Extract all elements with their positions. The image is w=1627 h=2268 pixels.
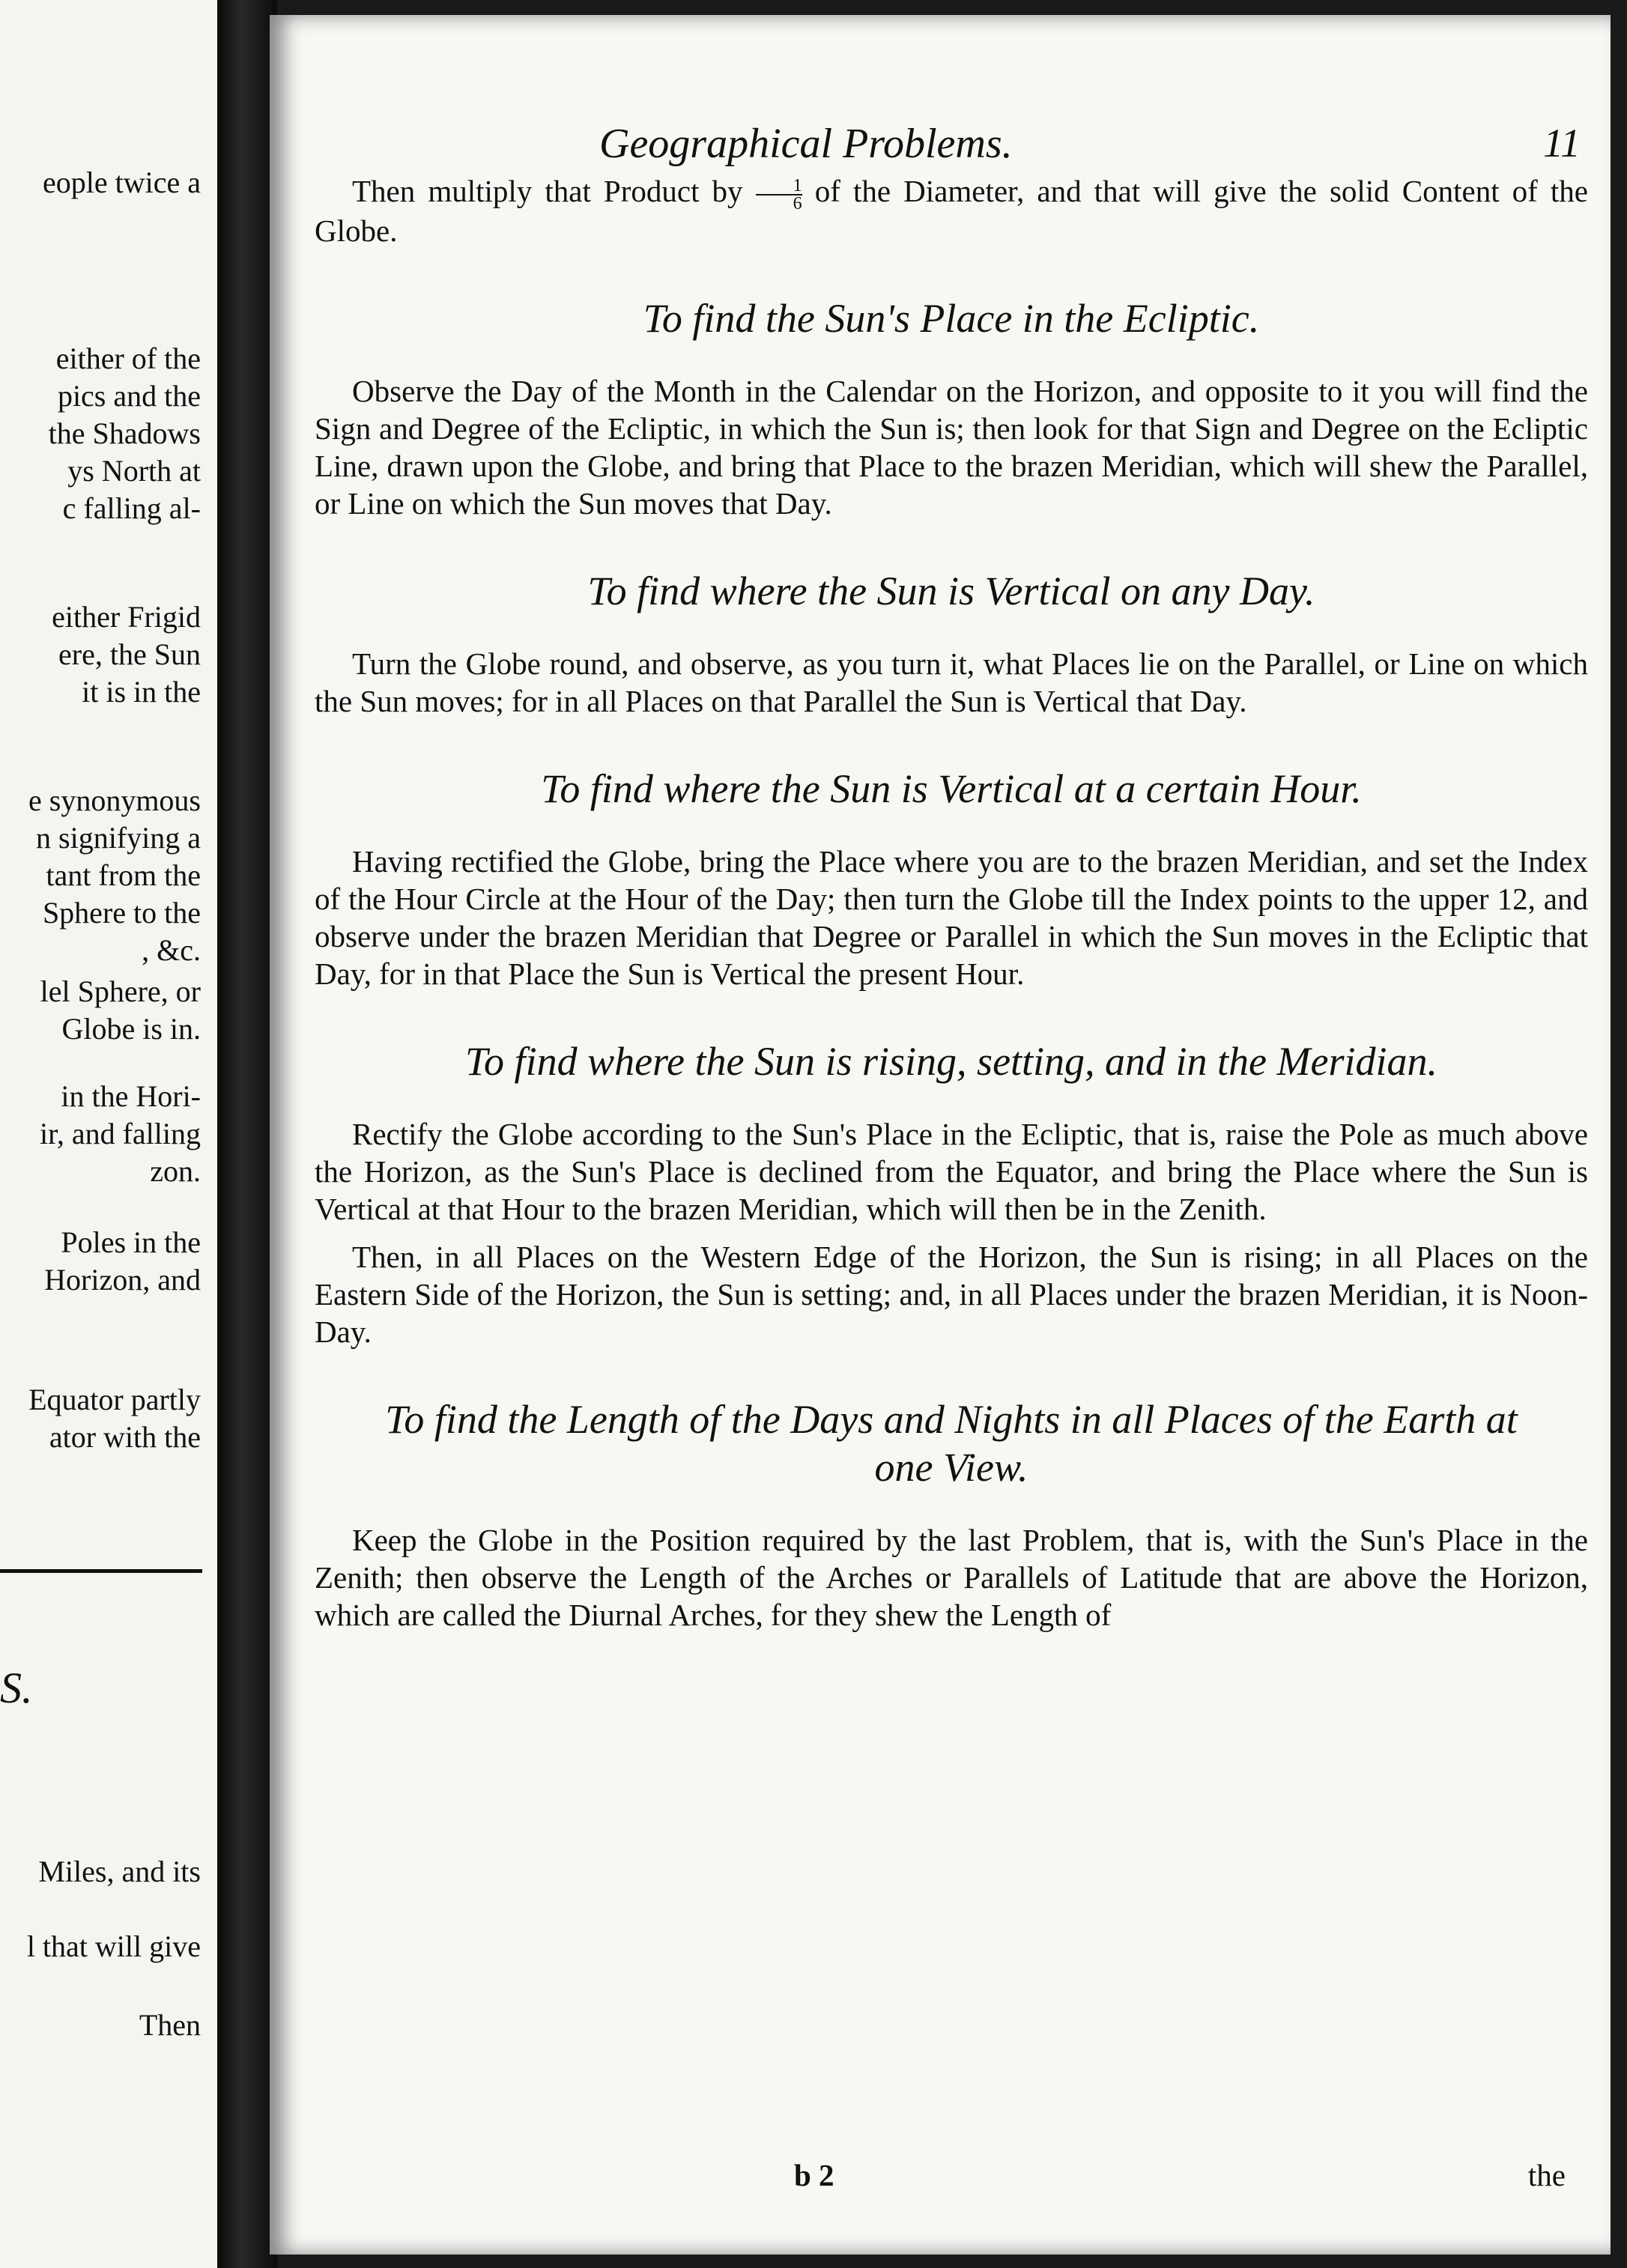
left-page-line: e synonymous [28, 783, 201, 817]
left-page-line: Sphere to the [42, 896, 201, 930]
fraction-numerator: 1 [756, 178, 802, 195]
section-paragraph: Turn the Globe round, and observe, as you turn it, what Places lie on the Parallel, or Line on which the Sun moves; for in all Places on that Parallel the Sun is Vertical that Day. [315, 646, 1588, 718]
intro-text-after: of the Diameter, and that will give the solid Content of the Globe. [315, 174, 1589, 248]
left-page-line: Globe is in. [61, 1012, 201, 1046]
left-page-line: pics and the [57, 379, 201, 413]
left-page-heading-fragment: S. [0, 1664, 33, 1712]
left-page-line: the Shadows [48, 416, 201, 450]
running-head [599, 120, 1603, 172]
left-page-line: c falling al- [62, 491, 201, 525]
left-page-line: lel Sphere, or [40, 974, 201, 1008]
left-page-line: , &c. [142, 933, 201, 967]
section-paragraph: Rectify the Globe according to the Sun's Place in the Ecliptic, that is, raise the Pole as much above the Horizon, as the Sun's Place is declined from the Equator, and bring the Place where the Sun is Vertical at that Hour to the brazen Meridian, which will then be in the Zenith. [315, 1116, 1588, 1226]
sections-container [315, 294, 1588, 1634]
section-paragraph: Observe the Day of the Month in the Calendar on the Horizon, and opposite to it you will find the Sign and Degree of the Ecliptic, in which the Sun is; then look for that Sign and Degree on the Ecliptic Line, drawn upon the Globe, and bring that Place to the brazen Meridian, which will shew the Parallel, or Line on which the Sun moves that Day. [315, 373, 1588, 521]
left-page-line: in the Hori- [61, 1079, 201, 1113]
left-page-rule [0, 1569, 202, 1573]
left-page-line: Equator partly [28, 1383, 201, 1416]
page-content [315, 172, 1588, 1644]
left-page-line: ys North at [67, 454, 201, 488]
page-number: 11 [1543, 121, 1581, 166]
fraction-one-sixth [756, 175, 802, 213]
left-page-line: Miles, and its [38, 1855, 201, 1888]
left-page-line: ir, and falling [40, 1117, 201, 1150]
catchword: the [1527, 2158, 1566, 2192]
facing-page-left [0, 0, 217, 2268]
section-heading: To find where the Sun is Vertical on any Day. [587, 568, 1315, 613]
intro-paragraph [315, 172, 1588, 249]
fraction-denominator: 6 [793, 193, 802, 213]
section-heading: To find the Length of the Days and Nights in all Places of the Earth at one View. [385, 1396, 1518, 1490]
section-paragraph: Having rectified the Globe, bring the Place where you are to the brazen Meridian, and set the Index of the Hour Circle at the Hour of the Day; then turn the Globe till the Index points to the upper 12, and observe under the brazen Meridian that Degree or Parallel in which the Sun moves in the Ecliptic that Day, for in that Place the Sun is Vertical the present Hour. [315, 843, 1588, 991]
book-page [270, 15, 1611, 2255]
left-page-line: zon. [150, 1154, 201, 1188]
page-footer [315, 2157, 1588, 2202]
left-page-line: l that will give [26, 1929, 201, 1963]
left-page-line: either of the [55, 342, 201, 375]
left-page-line: tant from the [46, 858, 201, 892]
signature-mark: b 2 [794, 2158, 834, 2192]
section-paragraph: Keep the Globe in the Position required by the last Problem, that is, with the Sun's Place in the Zenith; then observe the Length of the Arches or Parallels of Latitude that are above the Horizon, which are called the Diurnal Arches, for they shew the Length of [315, 1522, 1588, 1632]
left-page-line: Horizon, and [44, 1263, 201, 1297]
section-heading: To find where the Sun is Vertical at a certain Hour. [541, 765, 1362, 811]
book-gutter [217, 0, 277, 2268]
left-page-line: Poles in the [61, 1225, 201, 1259]
section-paragraph: Then, in all Places on the Western Edge of the Horizon, the Sun is rising; in all Places on the Eastern Side of the Horizon, the Sun is setting; and, in all Places under the brazen Meridian, it is Noon-Day. [315, 1239, 1588, 1349]
left-page-line: n signifying a [36, 821, 201, 855]
left-page-line: either Frigid [52, 600, 201, 634]
left-page-line: ator with the [49, 1420, 201, 1454]
left-page-line: eople twice a [43, 166, 201, 199]
section-heading: To find where the Sun is rising, setting, and in the Meridian. [464, 1038, 1437, 1084]
running-title: Geographical Problems. [599, 121, 1013, 167]
intro-text-before: Then multiply that Product by [352, 174, 743, 208]
left-page-line: it is in the [82, 675, 201, 709]
section-heading: To find the Sun's Place in the Ecliptic. [643, 295, 1260, 341]
left-page-line: Then [139, 2008, 201, 2042]
left-page-line: ere, the Sun [58, 637, 201, 671]
